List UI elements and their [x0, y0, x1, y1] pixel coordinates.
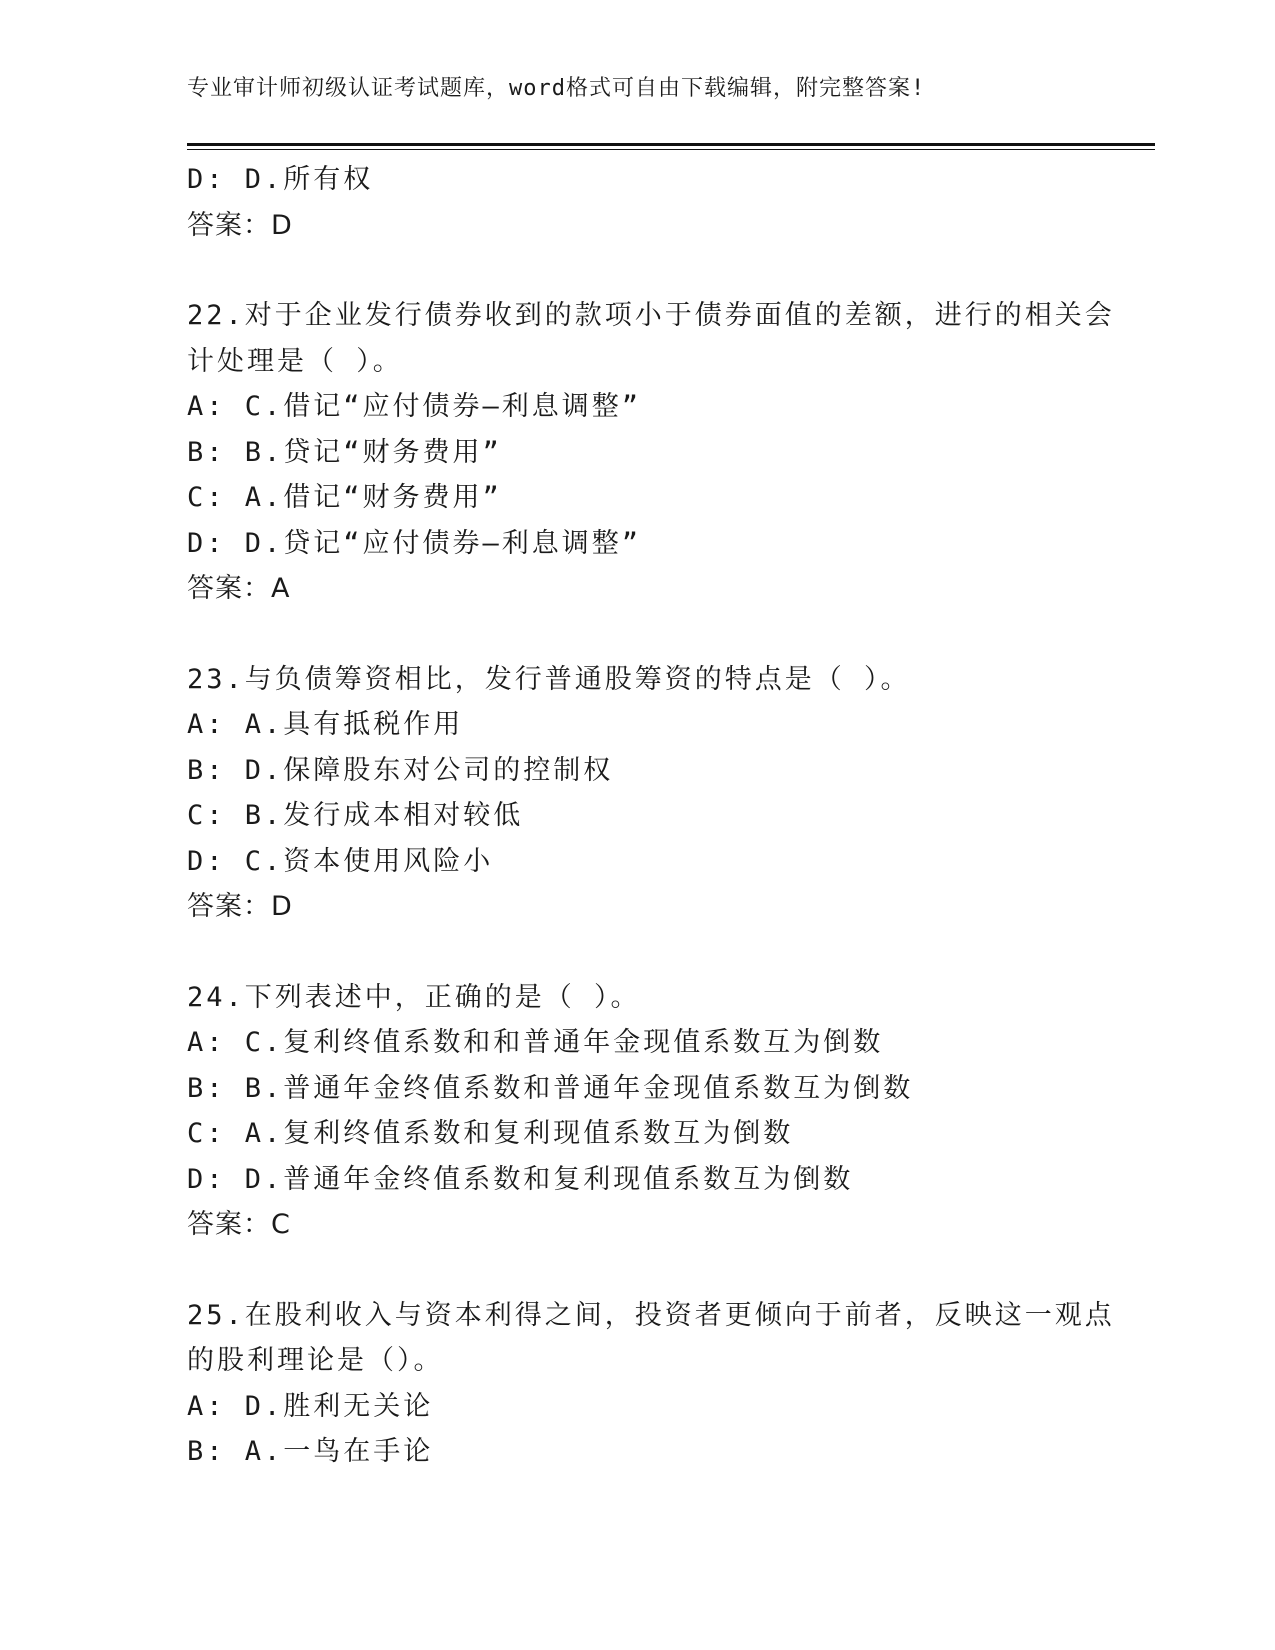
answer-line: 答案：A	[187, 573, 291, 604]
question-text: 计处理是（ ）。	[187, 345, 403, 377]
option-line: C: A.借记“财务费用”	[187, 482, 502, 513]
option-line: A: A.具有抵税作用	[187, 709, 464, 740]
question-text: 24.下列表述中，正确的是（ ）。	[187, 981, 641, 1013]
option-line: B: A.一鸟在手论	[187, 1436, 434, 1467]
block-gap	[187, 930, 1147, 975]
answer-line: 答案：C	[187, 1209, 291, 1240]
option-line: A: D.胜利无关论	[187, 1390, 434, 1422]
option-line: D: D.贷记“应付债券—利息调整”	[187, 527, 642, 559]
question-block	[187, 157, 1147, 248]
option-line: D: D.普通年金终值系数和复利现值系数互为倒数	[187, 1163, 854, 1195]
option-line: D: D.所有权	[187, 164, 374, 195]
option-line: B: B.贷记“财务费用”	[187, 436, 502, 468]
option-line: A: C.复利终值系数和和普通年金现值系数互为倒数	[187, 1027, 884, 1058]
option-line: C: B.发行成本相对较低	[187, 800, 524, 831]
option-line: B: D.保障股东对公司的控制权	[187, 754, 614, 786]
question-text: 25.在股利收入与资本利得之间，投资者更倾向于前者，反映这一观点	[187, 1299, 1115, 1331]
header-rule-thin	[187, 149, 1155, 150]
page-header: 专业审计师初级认证考试题库，word格式可自由下载编辑，附完整答案!	[187, 76, 926, 101]
question-block	[187, 1293, 1147, 1475]
question-block	[187, 975, 1147, 1248]
answer-line: 答案：D	[187, 891, 293, 922]
question-text: 的股利理论是（）。	[187, 1345, 444, 1376]
document-body	[187, 157, 1147, 1475]
block-gap	[187, 1248, 1147, 1293]
option-line: B: B.普通年金终值系数和普通年金现值系数互为倒数	[187, 1072, 914, 1104]
block-gap	[187, 612, 1147, 657]
question-block	[187, 293, 1147, 612]
question-text: 22.对于企业发行债券收到的款项小于债券面值的差额，进行的相关会	[187, 300, 1115, 331]
answer-line: 答案：D	[187, 209, 293, 241]
block-gap	[187, 248, 1147, 293]
question-block	[187, 657, 1147, 930]
option-line: D: C.资本使用风险小	[187, 845, 494, 877]
option-line: A: C.借记“应付债券—利息调整”	[187, 391, 642, 422]
option-line: C: A.复利终值系数和复利现值系数互为倒数	[187, 1118, 794, 1149]
question-text: 23.与负债筹资相比，发行普通股筹资的特点是（ ）。	[187, 663, 911, 695]
header-rule-thick	[187, 143, 1155, 146]
